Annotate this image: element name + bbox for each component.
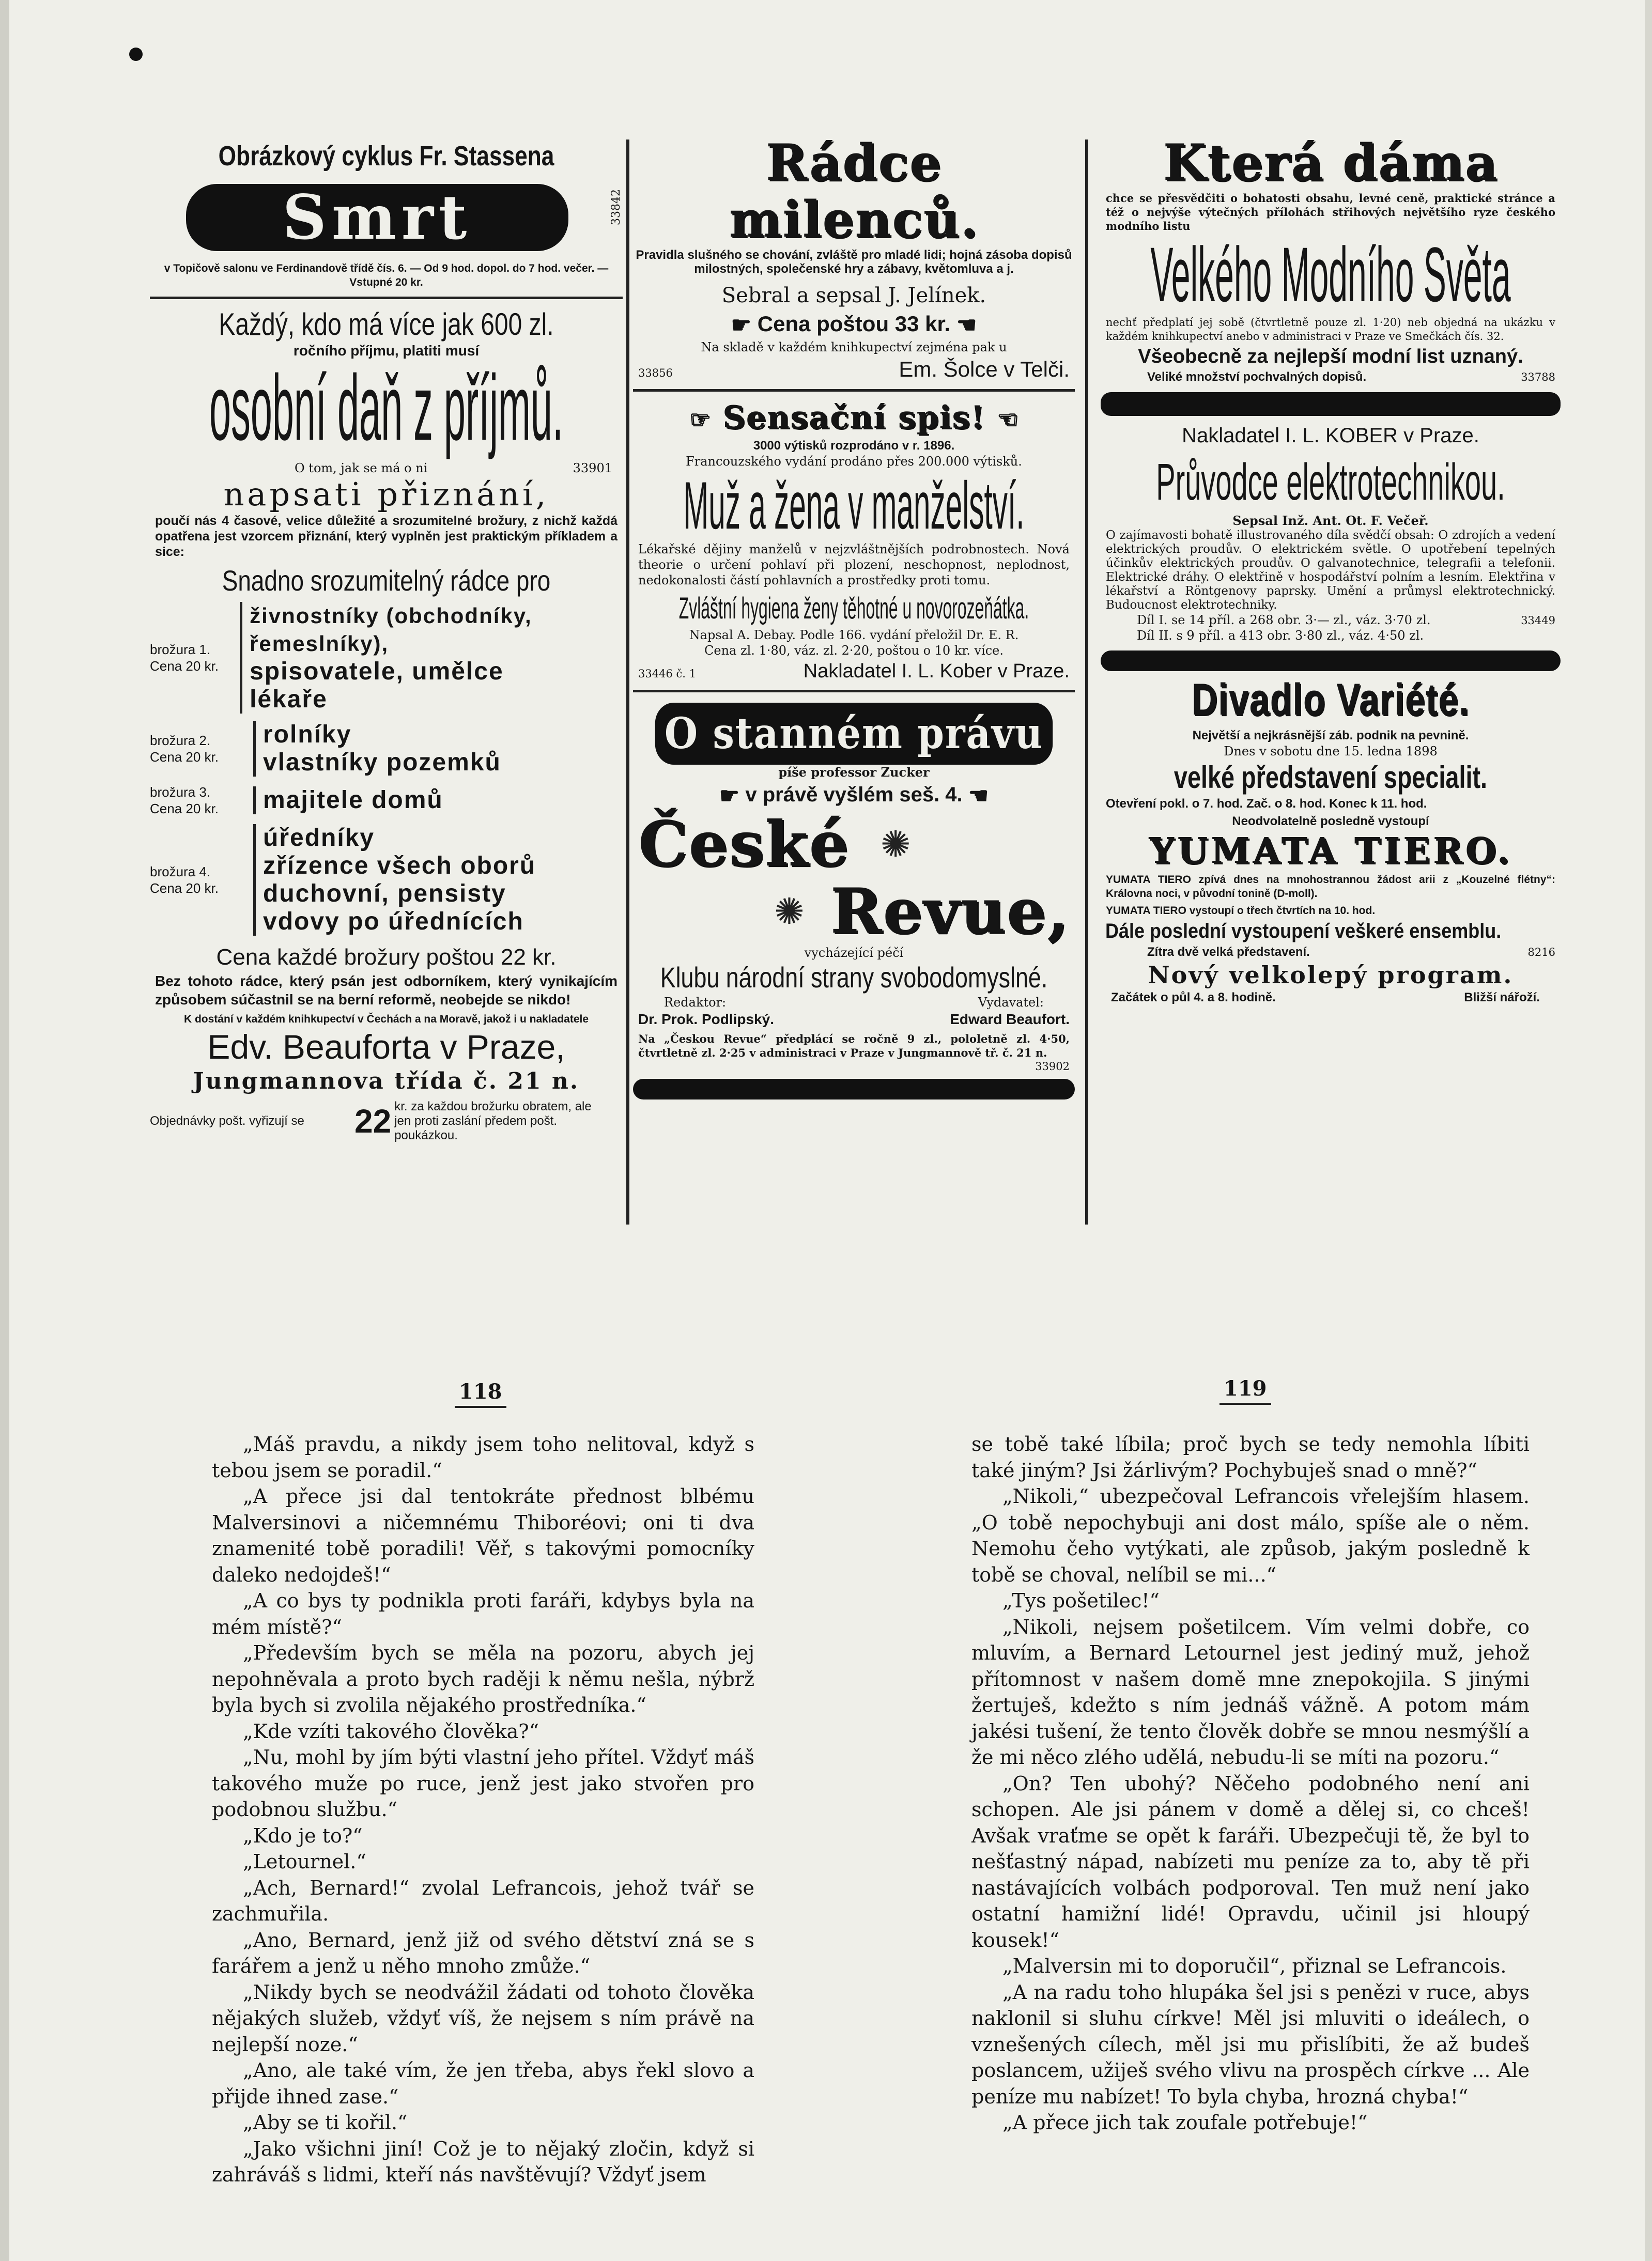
ad2-stanne: O stanném právu bbox=[655, 703, 1053, 765]
ad3-code3: 8216 bbox=[1527, 946, 1555, 958]
ad3-letters: Veliké množství pochvalných dopisů. bbox=[1147, 370, 1367, 384]
brochure-group bbox=[150, 824, 623, 936]
ad2-publisher: Edward Beaufort. bbox=[950, 1011, 1070, 1027]
ad2-pub: Nakladatel I. L. Kober v Praze. bbox=[803, 660, 1070, 683]
ad1-headline: Každý, kdo má více jak 600 zl. bbox=[219, 307, 554, 342]
brochure-item: živnostníky (obchodníky, řemeslníky), bbox=[250, 603, 532, 656]
ad2-code2: 33446 č. 1 bbox=[638, 668, 696, 680]
ad3-part1: Díl I. se 14 příl. a 268 obr. 3·— zl., váz. 3·70 zl. bbox=[1137, 613, 1431, 627]
paragraph: „Jako všichni jiní! Což je to nějaký zločin, když si zahráváš s lidmi, kteří nás navštěvují? Vždyť jsem bbox=[212, 2137, 754, 2186]
column-rule bbox=[1085, 140, 1088, 1225]
ad3-tomorrow: Zítra dvě velká představení. bbox=[1147, 945, 1310, 959]
page-number-right: 119 bbox=[1219, 1376, 1271, 1405]
ad3-sings1: YUMATA TIERO zpívá dnes na mnohostrannou žádost arii z „Kouzelné flétny“: Královna noci, v původní tonině (D-moll). bbox=[1106, 874, 1555, 900]
pointing-hand-icon: ☚ bbox=[968, 783, 989, 809]
ad3-today: Dnes v sobotu dne 15. ledna 1898 bbox=[1224, 744, 1438, 758]
ad3-program: Nový velkolepý program. bbox=[1148, 961, 1514, 989]
ad3-lead: chce se přesvědčiti o bohatosti obsahu, levné ceně, praktické stránce a též o nejvýše výtečných přílohách střihových největšího ryze českého modního listu bbox=[1106, 192, 1555, 233]
ad3-praise: Všeobecně za nejlepší modní list uznaný. bbox=[1138, 346, 1523, 367]
paragraph: „Nikoli, nejsem pošetilcem. Vím velmi dobře, co mluvím, a Bernard Letournel jest jediný muž, jehož přítomnost v našem domě mne znepokojila. S jinými žertuješ, kdežto s ním jednáš vážně. A potom mám jakési tušení, že tento člověk dobře se mnou nesmýšlí a že mi něco zlého udělá, nebudu-li se míti na pozoru.“ bbox=[971, 1615, 1530, 1769]
ad3-part2: Díl II. s 9 příl. a 413 obr. 3·80 zl., váz. 4·50 zl. bbox=[1137, 628, 1424, 643]
pointing-hand-icon: ☜ bbox=[997, 406, 1018, 433]
paragraph: „Ano, ale také vím, že jen třeba, abys řekl slovo a přijde ihned zase.“ bbox=[212, 2059, 754, 2108]
black-bar bbox=[1101, 392, 1561, 416]
ad3-more: Bližší nářoží. bbox=[1464, 990, 1540, 1004]
ad2-code: 33856 bbox=[638, 366, 673, 379]
divider bbox=[150, 297, 623, 299]
ad2-sensation: Sensační spis! bbox=[722, 399, 985, 436]
ad3-big: Velkého Modního Světa bbox=[1150, 231, 1511, 318]
paragraph: „Kdo je to?“ bbox=[243, 1824, 363, 1847]
brochure-item: úředníky bbox=[263, 824, 375, 851]
brochure-label: brožura 1. Cena 20 kr. bbox=[150, 642, 219, 674]
ad2-ceske: České bbox=[638, 807, 850, 880]
ad2-desc: Pravidla slušného se chování, zvláště pro mladé lidi; hojná zásoba dopisů milostných, společenské hry a zábavy, květomluva a j. bbox=[636, 248, 1072, 276]
ad2-special: Zvláštní hygiena ženy těhotné u novorozeňátka. bbox=[678, 592, 1029, 626]
paragraph: „Především bych se měla na pozoru, abych jej nepohněvala a proto bych raději k němu nešla, nýbrž byla bych si zvolila nějakého prostředníka.“ bbox=[212, 1641, 754, 1716]
pointing-hand-icon: ☞ bbox=[689, 406, 711, 433]
ad3-guide: Průvodce elektrotechnikou. bbox=[1156, 453, 1505, 511]
paragraph: „Máš pravdu, a nikdy jsem toho nelitoval, když s tebou jsem se poradil.“ bbox=[212, 1433, 754, 1482]
ad2-body: Lékařské dějiny manželů v nejzvláštnějších podrobnostech. Nová theorie o určení pohlaví při plození, neschopnost, neplodnost, nedokonalosti částí pohlavních a prostředky proti tomu. bbox=[638, 542, 1070, 588]
ad1-guide: Snadno srozumitelný rádce pro bbox=[222, 564, 551, 597]
ink-dot bbox=[129, 48, 143, 61]
ad1-sub1: ročního příjmu, platiti musí bbox=[293, 343, 480, 359]
ad2-writer: Napsal A. Debay. Podle 166. vydání přeložil Dr. E. R. bbox=[689, 628, 1019, 643]
paragraph: „A na radu toho hlupáka šel jsi s penězi v ruce, abys naklonil si sluhu církve! Měl jsi mluviti o ideálech, o vznešených cílech, měl jsi mu přislíbiti, že až budeš poslancem, užiješ svého vlivu na prospěch církve ... Ale peníze mu nabízet! To byla chyba, hrozná chyba!“ bbox=[971, 1980, 1530, 2108]
ad3-largest: Největší a nejkrásnější záb. podnik na pevnině. bbox=[1192, 729, 1469, 742]
brochure-list bbox=[150, 602, 623, 936]
ad1-body1: poučí nás 4 časové, velice důležité a srozumitelné brožury, z nichž každá opatřena jest vzorcem přiznání, který vyplněn jest praktickým příkladem a sice: bbox=[155, 514, 617, 559]
ad3-title: Která dáma bbox=[1163, 133, 1499, 192]
brochure-group bbox=[150, 721, 623, 777]
brochure-item: majitele domů bbox=[263, 786, 443, 814]
paragraph: „Nikdy bych se neodvážil žádati od tohoto člověka nějakých služeb, vždyť víš, že nejsem s ním právě na nejlepší noze.“ bbox=[212, 1980, 754, 2056]
starburst-icon: ✺ bbox=[774, 890, 805, 933]
ad2-french: Francouzského vydání prodáno přes 200.000 výtisků. bbox=[686, 454, 1022, 469]
ad3-body: O zajímavosti bohatě illustrovaného díla svědčí obsah: O zdrojích a vedení elektrických proudův. O elektrickém světle. O upotřebení tepelných účinkův elektrických proudův. O galvanotechnice, telegrafii a telefonii. Elektrické dráhy. O elektřině v hospodářství polním a lesním. Elektřina v lékařství a Röntgenovy paprsky. Umění a průmysl elektrotechnický. Budoucnost elektrotechniky. bbox=[1106, 529, 1555, 612]
ad3-irresistible: Neodvolatelně posledně vystoupí bbox=[1232, 814, 1429, 828]
ad1-orders-b: kr. za každou brožurku obratem, ale jen proti zaslání předem pošt. poukázkou. bbox=[394, 1099, 592, 1142]
ad1-warning: Bez tohoto rádce, který psán jest odborníkem, který vynikajícím způsobem súčastnil se na berní reformě, neobejde se nikdo! bbox=[155, 973, 617, 1008]
ad1-title: Obrázkový cyklus Fr. Stassena bbox=[218, 141, 554, 172]
ad2-pub-by: vycházející péčí bbox=[804, 945, 904, 960]
ad3-sings2: YUMATA TIERO vystoupí o třech čtvrtích na 10. hod. bbox=[1106, 905, 1376, 917]
paragraph: „Ach, Bernard!“ zvolal Lefrancois, jehož tvář se zachmuřila. bbox=[212, 1876, 754, 1925]
ad2-cost: Cena zl. 1·80, váz. zl. 2·20, poštou o 10 kr. více. bbox=[704, 643, 1003, 658]
page-edge-left bbox=[0, 0, 9, 2261]
ad1-availability: K dostání v každém knihkupectví v Čechách a na Moravě, jakož i u nakladatele bbox=[183, 1013, 589, 1025]
ad1-code2: 33901 bbox=[573, 461, 612, 475]
ad-column-1 bbox=[150, 129, 623, 1230]
paragraph: „Aby se ti kořil.“ bbox=[243, 2111, 408, 2134]
ad1-small1: O tom, jak se má o ni bbox=[295, 461, 428, 475]
ad3-performer: YUMATA TIERO. bbox=[1149, 830, 1512, 872]
ad3-divadlo: Divadlo Variété. bbox=[1191, 675, 1470, 724]
column-rule bbox=[626, 140, 629, 1225]
ad2-author: Sebral a sepsal J. Jelínek. bbox=[721, 284, 986, 307]
smrt-word: Smrt bbox=[186, 184, 568, 251]
black-bar bbox=[1101, 651, 1561, 671]
ad1-street: Jungmannova třída č. 21 n. bbox=[193, 1068, 580, 1094]
page-number-left: 118 bbox=[455, 1380, 506, 1408]
pointing-hand-icon: ☛ bbox=[719, 783, 740, 809]
ad2-price-row bbox=[633, 310, 1075, 339]
ad3-author: Sepsal Inž. Ant. Ot. F. Večeř. bbox=[1232, 513, 1429, 528]
paragraph: „Ano, Bernard, jenž již od svého dětství zná se s farářem a jenž u něho mnoho zmůže.“ bbox=[212, 1928, 754, 1977]
ad2-revue: Revue, bbox=[830, 874, 1070, 948]
brochure-item: lékaře bbox=[250, 686, 328, 713]
brochure-label: brožura 4. Cena 20 kr. bbox=[150, 864, 219, 896]
paragraph: „A přece jsi dal tentokráte přednost blbému Malversinovi a ničemnému Thiboréovi; oni ti dva znamenité tobě poradili! Věř, s takovými pomocníky daleko nedojdeš!“ bbox=[212, 1485, 754, 1586]
pointing-hand-icon: ☛ bbox=[731, 312, 752, 338]
ad2-ceske-row bbox=[633, 807, 1075, 880]
ad2-publisher-label: Vydavatel: bbox=[978, 995, 1044, 1010]
ad3-code2: 33449 bbox=[1521, 614, 1555, 627]
ad-column-2 bbox=[633, 129, 1075, 1230]
ad3-hours: Otevření pokl. o 7. hod. Zač. o 8. hod. Konec k 11. hod. bbox=[1106, 797, 1427, 811]
ad3-order: nechť předplatí jej sobě (čtvrtletně pouze zl. 1·20) neb objedná na ukázku v každém knihkupectví anebo v administraci v Praze ve Smečkách čís. 32. bbox=[1106, 316, 1555, 343]
ad3-code: 33788 bbox=[1521, 371, 1555, 383]
divider bbox=[633, 690, 1075, 692]
paragraph: se tobě také líbila; proč bych se tedy nemohla líbiti také jiným? Jsi žárlivým? Pochybuješ snad o mně?“ bbox=[971, 1433, 1530, 1482]
ad2-by: píše professor Zucker bbox=[778, 765, 930, 780]
paragraph: „A přece jich tak zoufale potřebuje!“ bbox=[1002, 2111, 1368, 2134]
ad2-editor: Dr. Prok. Podlipský. bbox=[638, 1011, 774, 1027]
ad2-editor-label: Redaktor: bbox=[664, 995, 727, 1010]
ad1-location: v Topičově salonu ve Ferdinandově třídě čís. 6. — Od 9 hod. dopol. do 7 hod. večer. — Vstupné 20 kr. bbox=[164, 262, 609, 288]
ad1-big: osobní daň z příjmů. bbox=[209, 356, 563, 460]
ad2-code3: 33902 bbox=[1035, 1060, 1070, 1073]
ad1-orders bbox=[150, 1099, 623, 1143]
paragraph: „Letournel.“ bbox=[243, 1850, 366, 1873]
page-edge-right bbox=[1645, 0, 1652, 2261]
paragraph: „Tys pošetilec!“ bbox=[1002, 1589, 1160, 1612]
ad2-price: Cena poštou 33 kr. bbox=[757, 312, 951, 336]
book-text-left bbox=[212, 1431, 754, 2188]
starburst-icon: ✺ bbox=[880, 823, 911, 865]
ad1-orders-num: 22 bbox=[354, 1103, 392, 1140]
brochure-item: vdovy po úřednících bbox=[263, 908, 524, 935]
paragraph: „Nikoli,“ ubezpečoval Lefrancois vřelejším hlasem. „O tobě nepochybuji ani dost málo, spíše ale o něm. Nemohu čeho vytýkati, ale způsob, jakým posledně k tobě se choval, nelíbil se mi...“ bbox=[971, 1485, 1530, 1586]
ad2-seller: Em. Šolce v Telči. bbox=[899, 357, 1070, 381]
ad3-kober: Nakladatel I. L. KOBER v Praze. bbox=[1182, 424, 1479, 447]
paragraph: „Nu, mohl by jím býti vlastní jeho přítel. Vždyť máš takového muže po ruce, jenž jest jako stvořen pro podobnou službu.“ bbox=[212, 1746, 754, 1821]
ad2-big: Muž a žena v manželství. bbox=[683, 468, 1025, 544]
ad2-issue: v právě vyšlém seš. 4. bbox=[745, 783, 963, 807]
ad1-orders-a: Objednávky pošt. vyřizují se bbox=[150, 1114, 304, 1128]
ad2-club: Klubu národní strany svobodomyslné. bbox=[660, 961, 1048, 994]
ad3-last: Dále poslední vystoupení veškeré ensemblu. bbox=[1105, 920, 1502, 942]
paragraph: „Kde vzíti takového člověka?“ bbox=[243, 1720, 539, 1743]
ad-column-3 bbox=[1101, 129, 1561, 1230]
ad1-price: Cena každé brožury poštou 22 kr. bbox=[216, 944, 557, 970]
book-text-right bbox=[971, 1431, 1530, 2136]
pointing-hand-icon: ☚ bbox=[956, 312, 977, 338]
ad2-subscribe: Na „Českou Revue“ předplácí se ročně 9 zl., pololetně zl. 4·50, čtvrtletně zl. 2·25 v administraci v Praze v Jungmannově tř. č. 21 n. bbox=[638, 1032, 1070, 1059]
ad2-sensation-row bbox=[633, 399, 1075, 439]
ad3-show: velké představení specialit. bbox=[1174, 760, 1488, 795]
brochure-item: rolníky bbox=[263, 721, 352, 748]
ad2-sold: 3000 výtisků rozprodáno v r. 1896. bbox=[753, 439, 955, 453]
ad2-revue-row bbox=[633, 874, 1075, 948]
brochure-group bbox=[150, 784, 623, 817]
smrt-banner bbox=[150, 179, 623, 261]
ad1-napsati: napsati přiznání, bbox=[223, 475, 549, 513]
ad2-stock: Na skladě v každém knihkupectví zejména pak u bbox=[701, 339, 1007, 354]
paragraph: „On? Ten ubohý? Něčeho podobného není ani schopen. Ale jsi pánem v domě a dělej si, co chceš! Avšak vraťme se opět k faráři. Ubezpečuji tě, že byl to nešťastný nápad, nabízeti mu peníze za to, aby tě při nastávajících volbách podporoval. Ten muž není jako ostatní hamižní lidé! Opravdu, učinil jsi hloupý kousek!“ bbox=[971, 1772, 1530, 1952]
ad1-side-code: 33842 bbox=[610, 189, 623, 225]
brochure-item: zřízence všech oborů bbox=[263, 852, 536, 879]
paragraph: „A co bys ty podnikla proti faráři, kdybys byla na mém místě?“ bbox=[212, 1589, 754, 1638]
divider bbox=[633, 389, 1075, 392]
ad2-issue-row bbox=[633, 780, 1075, 810]
black-bar bbox=[633, 1079, 1075, 1099]
brochure-group bbox=[150, 602, 623, 714]
brochure-item: vlastníky pozemků bbox=[263, 749, 501, 776]
advertisement-section bbox=[150, 129, 1566, 1240]
brochure-label: brožura 3. Cena 20 kr. bbox=[150, 784, 219, 816]
ad1-publisher: Edv. Beauforta v Praze, bbox=[207, 1028, 565, 1066]
paragraph: „Malversin mi to doporučil“, přiznal se Lefrancois. bbox=[1002, 1955, 1507, 1977]
brochure-item: spisovatele, umělce bbox=[250, 658, 504, 685]
brochure-item: duchovní, pensisty bbox=[263, 880, 506, 907]
ad2-title: Rádce milenců. bbox=[729, 133, 979, 249]
brochure-label: brožura 2. Cena 20 kr. bbox=[150, 733, 219, 765]
ad3-start: Začátek o půl 4. a 8. hodině. bbox=[1111, 990, 1276, 1004]
